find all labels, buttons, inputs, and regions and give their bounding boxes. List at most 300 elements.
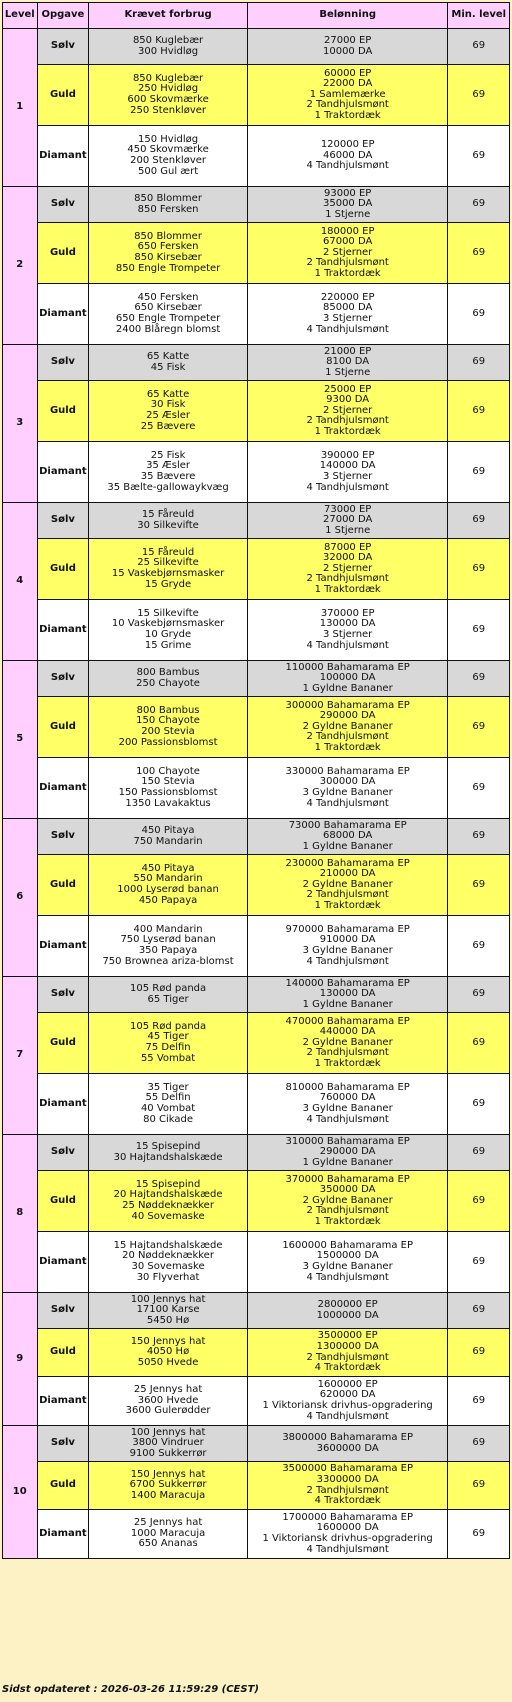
min-level-cell: 69 (448, 1462, 510, 1510)
reward-cell (247, 539, 448, 600)
reward-item: 4 Tandhjulsmønt (306, 481, 389, 493)
reward-item: 27000 DA (322, 514, 373, 526)
reward-item: 620000 DA (319, 1389, 376, 1401)
reward-cell (247, 1013, 448, 1074)
required-items-cell (89, 126, 248, 187)
min-level-cell: 69 (448, 1377, 510, 1426)
reward-item: 2 Tandhjulsmønt (306, 573, 389, 585)
required-item: 150 Jennys hat (130, 1335, 206, 1347)
header-required: Krævet forbrug (89, 3, 248, 29)
required-item: 10 Gryde (144, 629, 192, 640)
table-row (3, 381, 510, 442)
reward-item: 810000 Bahamarama EP (285, 1081, 410, 1093)
task-tier-cell: Diamant (37, 284, 89, 345)
task-tier-cell: Diamant (37, 1232, 89, 1293)
reward-cell (247, 758, 448, 819)
reward-item: 110000 Bahamarama EP (285, 661, 410, 673)
reward-item: 3 Gyldne Bananer (302, 1103, 393, 1114)
reward-item: 290000 DA (319, 1146, 376, 1158)
required-item: 65 Katte (146, 388, 190, 400)
reward-item: 27000 EP (323, 34, 372, 46)
reward-item: 4 Tandhjulsmønt (306, 1271, 389, 1283)
required-item: 15 Hajtandshalskæde (113, 1239, 223, 1251)
reward-item: 25000 EP (323, 383, 372, 395)
header-min-level: Min. level (448, 3, 510, 29)
task-tier-cell: Guld (37, 1329, 89, 1377)
reward-cell (247, 855, 448, 916)
reward-item: 3300000 DA (316, 1473, 379, 1485)
required-item: 850 Kirsebær (134, 252, 202, 263)
reward-item: 1 Gyldne Bananer (302, 1156, 393, 1168)
table-row (3, 126, 510, 187)
reward-item: 73000 EP (323, 503, 372, 515)
table-row (3, 1462, 510, 1510)
required-item: 3600 Gulerødder (125, 1405, 211, 1417)
reward-item: 60000 EP (323, 67, 372, 79)
table-row (3, 977, 510, 1013)
min-level-cell: 69 (448, 1426, 510, 1462)
required-item: 450 Papaya (138, 894, 198, 906)
reward-item: 67000 DA (322, 236, 373, 248)
reward-item: 1 Traktordæk (314, 741, 381, 753)
min-level-cell: 69 (448, 381, 510, 442)
reward-cell (247, 1135, 448, 1171)
reward-item: 130000 DA (319, 988, 376, 1000)
reward-item: 3800000 Bahamarama EP (282, 1431, 413, 1443)
required-item: 850 Kuglebær (132, 72, 204, 84)
reward-item: 1 Gyldne Bananer (302, 998, 393, 1010)
task-tier-cell: Diamant (37, 442, 89, 503)
task-tier-cell: Diamant (37, 758, 89, 819)
level-cell: 2 (3, 187, 38, 345)
min-level-cell: 69 (448, 1329, 510, 1377)
task-tier-cell: Guld (37, 539, 89, 600)
required-items-cell (89, 29, 248, 65)
reward-cell (247, 187, 448, 223)
reward-item: 3 Stjerner (323, 629, 373, 640)
required-item: 800 Bambus (136, 704, 200, 716)
min-level-cell: 69 (448, 977, 510, 1013)
required-items-cell (89, 1377, 248, 1426)
task-tier-cell: Guld (37, 697, 89, 758)
required-items-cell (89, 600, 248, 661)
min-level-cell: 69 (448, 1510, 510, 1559)
required-item: 2400 Blåregn blomst (115, 323, 221, 335)
required-item: 65 Katte (146, 350, 190, 362)
reward-item: 1 Gyldne Bananer (302, 840, 393, 852)
reward-item: 1500000 DA (316, 1250, 379, 1262)
required-item: 1000 Maracuja (130, 1527, 206, 1539)
min-level-cell: 69 (448, 1293, 510, 1329)
table-row (3, 1329, 510, 1377)
required-item: 25 Jennys hat (133, 1517, 203, 1529)
reward-item: 46000 DA (322, 149, 373, 161)
table-row (3, 187, 510, 223)
required-item: 550 Mandarin (133, 873, 203, 885)
min-level-cell: 69 (448, 1171, 510, 1232)
reward-item: 4 Tandhjulsmønt (306, 1113, 389, 1125)
required-item: 250 Hvidløg (138, 83, 199, 95)
reward-item: 370000 Bahamarama EP (285, 1173, 410, 1185)
task-tier-cell: Diamant (37, 600, 89, 661)
reward-item: 290000 DA (319, 710, 376, 722)
required-item: 150 Hvidløg (138, 133, 199, 145)
required-item: 20 Hajtandshalskæde (113, 1189, 223, 1201)
required-item: 40 Vombat (140, 1103, 196, 1114)
reward-item: 2 Stjerner (323, 246, 373, 258)
reward-cell (247, 1171, 448, 1232)
required-items-cell (89, 1462, 248, 1510)
task-tier-cell: Diamant (37, 126, 89, 187)
reward-item: 1 Gyldne Bananer (302, 682, 393, 694)
reward-item: 1000000 DA (316, 1309, 379, 1321)
required-item: 4050 Hø (146, 1346, 190, 1358)
table-row (3, 503, 510, 539)
required-item: 30 Fisk (150, 399, 186, 411)
reward-item: 1 Traktordæk (314, 1057, 381, 1069)
required-item: 800 Bambus (136, 666, 200, 678)
reward-cell (247, 819, 448, 855)
reward-item: 2 Tandhjulsmønt (306, 1484, 389, 1496)
required-items-cell (89, 855, 248, 916)
table-row (3, 1293, 510, 1329)
required-item: 250 Chayote (136, 677, 200, 689)
required-item: 850 Kuglebær (132, 34, 204, 46)
reward-item: 35000 DA (322, 198, 373, 210)
task-tier-cell: Sølv (37, 503, 89, 539)
table-row (3, 539, 510, 600)
reward-cell (247, 1329, 448, 1377)
reward-item: 4 Traktordæk (314, 1362, 381, 1374)
required-item: 100 Jennys hat (130, 1293, 206, 1305)
min-level-cell: 69 (448, 1232, 510, 1293)
required-items-cell (89, 1171, 248, 1232)
min-level-cell: 69 (448, 661, 510, 697)
reward-item: 140000 DA (319, 460, 376, 472)
reward-item: 3500000 Bahamarama EP (282, 1463, 413, 1475)
reward-item: 68000 DA (322, 830, 373, 842)
task-tier-cell: Guld (37, 1462, 89, 1510)
required-item: 15 Grime (144, 639, 192, 651)
task-tier-cell: Sølv (37, 661, 89, 697)
reward-item: 3 Stjerner (323, 313, 373, 324)
reward-item: 970000 Bahamarama EP (285, 923, 410, 935)
reward-item: 210000 DA (319, 868, 376, 880)
required-item: 850 Blommer (134, 230, 202, 242)
required-item: 10 Vaskebjørnsmasker (111, 618, 225, 630)
required-item: 850 Fersken (137, 203, 199, 215)
reward-item: 180000 EP (320, 225, 375, 237)
reward-item: 1 Viktoriansk drivhus-opgradering (262, 1533, 433, 1544)
required-item: 100 Chayote (136, 765, 200, 777)
reward-item: 93000 EP (323, 187, 372, 199)
reward-item: 2 Stjerner (323, 562, 373, 574)
required-item: 9100 Sukkerrør (129, 1447, 207, 1459)
table-row (3, 284, 510, 345)
reward-item: 1300000 DA (316, 1340, 379, 1352)
table-row (3, 65, 510, 126)
reward-item: 87000 EP (323, 541, 372, 553)
required-item: 150 Jennys hat (130, 1468, 206, 1480)
task-tier-cell: Sølv (37, 29, 89, 65)
required-item: 25 Jennys hat (133, 1384, 203, 1396)
required-item: 35 Tiger (147, 1081, 189, 1093)
reward-item: 350000 DA (319, 1184, 376, 1196)
table-row (3, 1377, 510, 1426)
required-item: 300 Hvidløg (138, 45, 199, 57)
level-cell: 4 (3, 503, 38, 661)
min-level-cell: 69 (448, 1013, 510, 1074)
required-item: 15 Gryde (144, 578, 192, 590)
required-items-cell (89, 1232, 248, 1293)
task-tier-cell: Diamant (37, 916, 89, 977)
table-row (3, 29, 510, 65)
required-item: 650 Ananas (138, 1538, 198, 1550)
reward-item: 2 Gyldne Bananer (302, 878, 393, 890)
reward-item: 2 Gyldne Bananer (302, 720, 393, 732)
required-items-cell (89, 503, 248, 539)
table-row (3, 442, 510, 503)
task-tier-cell: Sølv (37, 1426, 89, 1462)
required-item: 25 Bævere (140, 420, 196, 432)
reward-item: 3600000 DA (316, 1442, 379, 1454)
required-item: 5450 Hø (146, 1314, 190, 1326)
reward-item: 4 Traktordæk (314, 1495, 381, 1507)
required-item: 25 Fisk (150, 449, 186, 461)
required-item: 3600 Hvede (137, 1394, 199, 1406)
table-row (3, 1510, 510, 1559)
level-cell: 8 (3, 1135, 38, 1293)
task-tier-cell: Sølv (37, 187, 89, 223)
min-level-cell: 69 (448, 29, 510, 65)
task-tier-cell: Sølv (37, 1293, 89, 1329)
reward-item: 1700000 Bahamarama EP (282, 1511, 413, 1523)
required-items-cell (89, 345, 248, 381)
reward-item: 2 Tandhjulsmønt (306, 99, 389, 111)
reward-item: 370000 EP (320, 607, 375, 619)
required-items-cell (89, 442, 248, 503)
required-item: 450 Pitaya (141, 862, 195, 874)
level-cell: 10 (3, 1426, 38, 1559)
reward-item: 300000 Bahamarama EP (285, 699, 410, 711)
required-items-cell (89, 1135, 248, 1171)
reward-item: 2 Tandhjulsmønt (306, 1205, 389, 1217)
required-item: 650 Engle Trompeter (115, 313, 221, 324)
table-row (3, 758, 510, 819)
required-item: 150 Chayote (136, 715, 200, 727)
reward-cell (247, 65, 448, 126)
required-item: 35 Bælte-gallowaykvæg (107, 481, 229, 493)
table-body (3, 29, 510, 1559)
required-item: 150 Stevia (141, 776, 195, 788)
required-item: 75 Delfin (145, 1042, 191, 1053)
required-item: 25 Æsler (146, 410, 191, 421)
min-level-cell: 69 (448, 855, 510, 916)
task-tier-cell: Diamant (37, 1510, 89, 1559)
required-items-cell (89, 284, 248, 345)
table-row (3, 1135, 510, 1171)
level-cell: 9 (3, 1293, 38, 1426)
required-items-cell (89, 539, 248, 600)
reward-item: 10000 DA (322, 45, 373, 57)
table-row (3, 916, 510, 977)
required-item: 40 Sovemaske (131, 1210, 205, 1222)
required-item: 15 Silkevifte (137, 607, 199, 619)
table-row (3, 697, 510, 758)
table-row (3, 1074, 510, 1135)
task-tier-cell: Guld (37, 855, 89, 916)
min-level-cell: 69 (448, 916, 510, 977)
required-item: 105 Rød panda (129, 982, 207, 994)
header-reward: Belønning (247, 3, 448, 29)
table-row (3, 1171, 510, 1232)
required-item: 80 Cikade (143, 1113, 194, 1125)
reward-cell (247, 126, 448, 187)
task-tier-cell: Guld (37, 65, 89, 126)
task-tier-cell: Guld (37, 381, 89, 442)
table-row (3, 1426, 510, 1462)
required-item: 15 Spisepind (135, 1178, 201, 1190)
min-level-cell: 69 (448, 819, 510, 855)
required-item: 30 Hajtandshalskæde (113, 1151, 223, 1163)
reward-item: 910000 DA (319, 934, 376, 946)
table-row (3, 855, 510, 916)
table-row (3, 661, 510, 697)
required-item: 450 Skovmærke (127, 144, 209, 156)
task-tier-cell: Sølv (37, 819, 89, 855)
reward-cell (247, 29, 448, 65)
min-level-cell: 69 (448, 223, 510, 284)
min-level-cell: 69 (448, 1135, 510, 1171)
reward-item: 1 Traktordæk (314, 267, 381, 279)
reward-item: 470000 Bahamarama EP (285, 1015, 410, 1027)
reward-item: 3500000 EP (317, 1330, 378, 1342)
min-level-cell: 69 (448, 187, 510, 223)
required-item: 200 Stevia (141, 726, 195, 737)
reward-item: 130000 DA (319, 618, 376, 630)
reward-item: 760000 DA (319, 1092, 376, 1104)
reward-item: 1 Traktordæk (314, 899, 381, 911)
reward-item: 1 Viktoriansk drivhus-opgradering (262, 1400, 433, 1411)
level-cell: 5 (3, 661, 38, 819)
reward-cell (247, 977, 448, 1013)
reward-cell (247, 1293, 448, 1329)
reward-cell (247, 503, 448, 539)
required-item: 1350 Lavakaktus (125, 797, 211, 809)
reward-item: 3 Stjerner (323, 471, 373, 482)
required-items-cell (89, 758, 248, 819)
required-item: 35 Æsler (146, 460, 191, 472)
min-level-cell: 69 (448, 758, 510, 819)
reward-item: 2 Stjerner (323, 404, 373, 416)
reward-cell (247, 381, 448, 442)
reward-item: 230000 Bahamarama EP (285, 857, 410, 869)
required-items-cell (89, 819, 248, 855)
required-item: 1000 Lyserød banan (117, 884, 219, 895)
reward-item: 1 Stjerne (325, 366, 371, 378)
min-level-cell: 69 (448, 600, 510, 661)
required-items-cell (89, 697, 248, 758)
required-item: 55 Vombat (140, 1052, 196, 1064)
min-level-cell: 69 (448, 284, 510, 345)
table-header-row (3, 3, 510, 29)
reward-cell (247, 284, 448, 345)
reward-item: 120000 EP (320, 139, 375, 151)
reward-item: 1 Traktordæk (314, 1215, 381, 1227)
reward-item: 140000 Bahamarama EP (285, 977, 410, 989)
required-item: 17100 Karse (136, 1304, 200, 1316)
required-item: 3800 Vindruer (132, 1437, 204, 1449)
required-item: 750 Lyserød banan (120, 934, 216, 946)
reward-item: 1 Samlemærke (309, 88, 386, 100)
required-item: 30 Silkevifte (137, 519, 199, 531)
reward-item: 1 Traktordæk (314, 425, 381, 437)
required-item: 200 Passionsblomst (118, 736, 218, 748)
level-cell: 7 (3, 977, 38, 1135)
required-item: 750 Mandarin (133, 835, 203, 847)
required-item: 650 Kirsebær (134, 302, 202, 314)
reward-item: 2 Tandhjulsmønt (306, 1047, 389, 1059)
reward-item: 2800000 EP (317, 1298, 378, 1310)
reward-item: 2 Tandhjulsmønt (306, 731, 389, 743)
level-cell: 1 (3, 29, 38, 187)
required-items-cell (89, 65, 248, 126)
task-tier-cell: Diamant (37, 1377, 89, 1426)
min-level-cell: 69 (448, 442, 510, 503)
table-row (3, 345, 510, 381)
reward-item: 2 Tandhjulsmønt (306, 257, 389, 269)
required-item: 45 Fisk (150, 361, 186, 373)
required-item: 600 Skovmærke (127, 94, 209, 105)
reward-item: 4 Tandhjulsmønt (306, 639, 389, 651)
required-item: 450 Pitaya (141, 824, 195, 836)
required-item: 30 Sovemaske (131, 1261, 205, 1272)
min-level-cell: 69 (448, 65, 510, 126)
reward-item: 300000 DA (319, 776, 376, 788)
min-level-cell: 69 (448, 126, 510, 187)
reward-item: 3 Gyldne Bananer (302, 1261, 393, 1272)
reward-item: 2 Gyldne Bananer (302, 1036, 393, 1048)
min-level-cell: 69 (448, 1074, 510, 1135)
table-row (3, 223, 510, 284)
required-item: 350 Papaya (138, 945, 198, 956)
required-item: 200 Stenkløver (130, 155, 207, 166)
task-tier-cell: Sølv (37, 345, 89, 381)
min-level-cell: 69 (448, 345, 510, 381)
header-level: Level (3, 3, 38, 29)
reward-cell (247, 600, 448, 661)
reward-item: 1 Stjerne (325, 208, 371, 220)
task-tier-cell: Guld (37, 1171, 89, 1232)
reward-item: 3 Gyldne Bananer (302, 945, 393, 956)
task-tier-cell: Guld (37, 1013, 89, 1074)
table-row (3, 600, 510, 661)
table-row (3, 1232, 510, 1293)
required-item: 30 Flyverhat (136, 1271, 200, 1283)
required-item: 35 Bævere (140, 471, 196, 482)
reward-item: 4 Tandhjulsmønt (306, 955, 389, 967)
required-item: 65 Tiger (147, 993, 189, 1005)
reward-item: 1600000 DA (316, 1522, 379, 1534)
required-item: 15 Spisepind (135, 1140, 201, 1152)
level-cell: 3 (3, 345, 38, 503)
required-item: 850 Blommer (134, 192, 202, 204)
reward-item: 85000 DA (322, 302, 373, 314)
required-item: 105 Rød panda (129, 1020, 207, 1032)
reward-cell (247, 1074, 448, 1135)
reward-item: 1600000 Bahamarama EP (282, 1239, 413, 1251)
required-item: 25 Nøddeknækker (122, 1200, 214, 1211)
